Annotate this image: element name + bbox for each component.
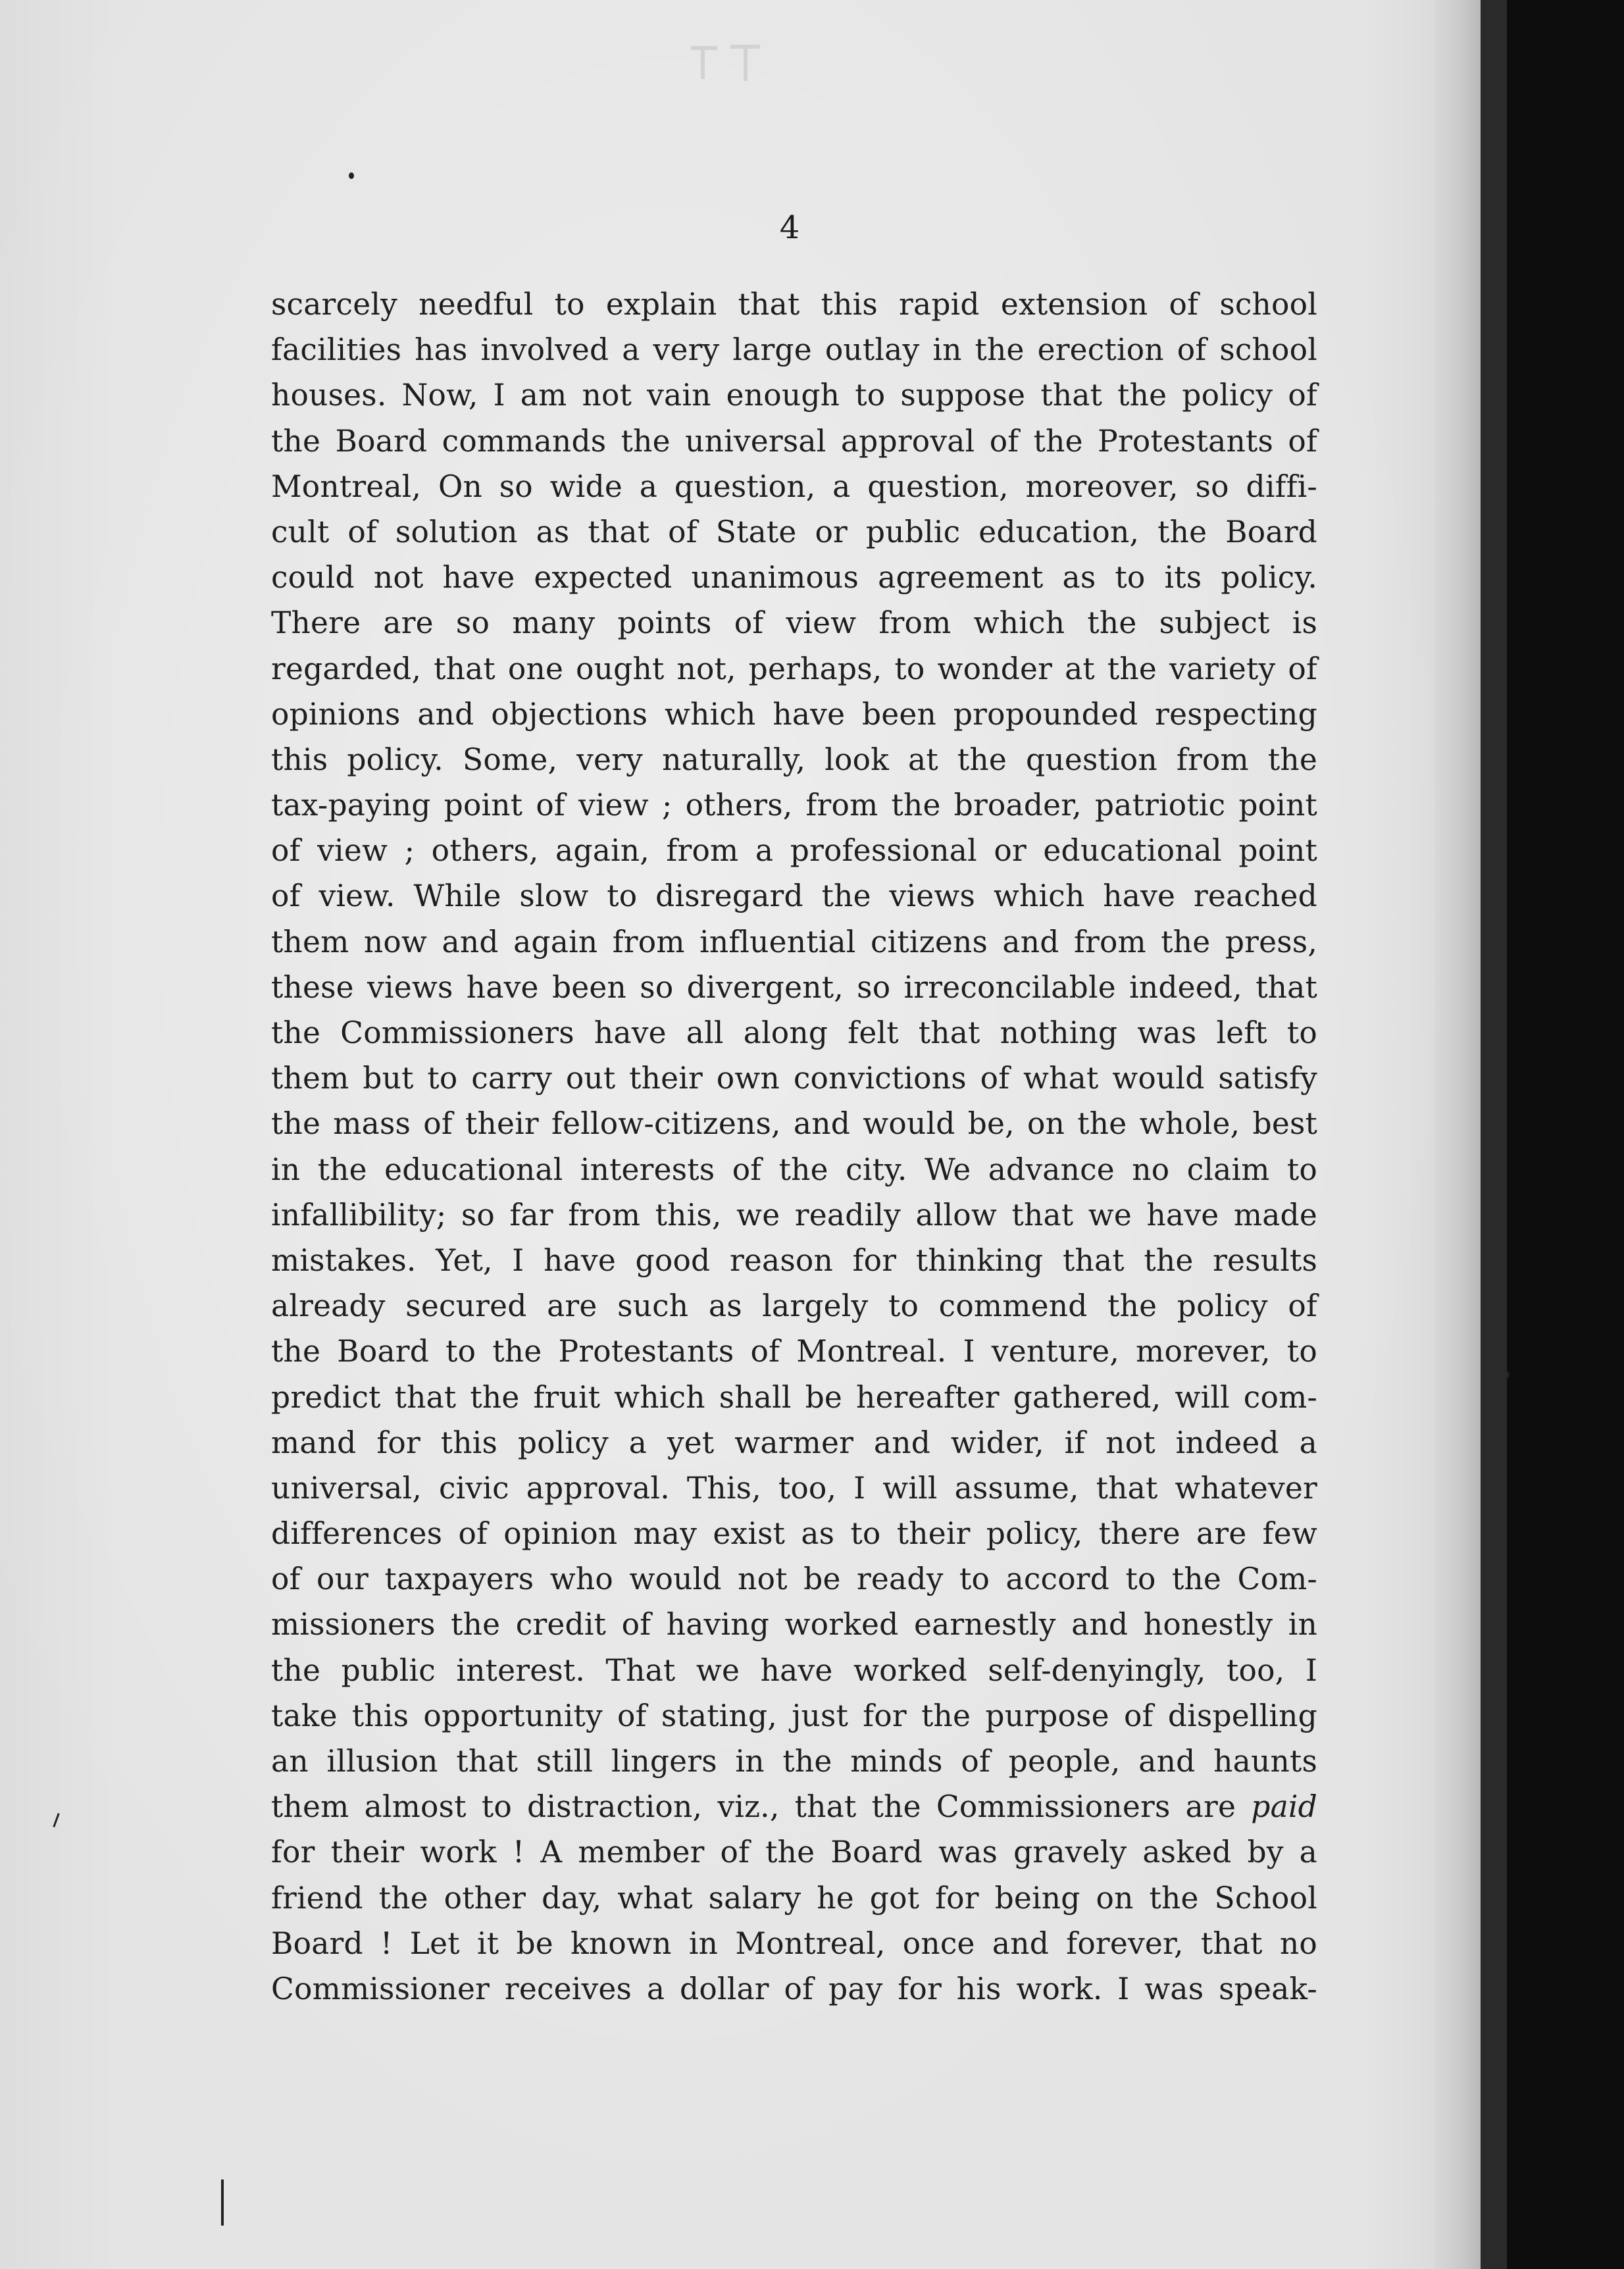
page-number: 4	[779, 209, 800, 246]
text-line: take this opportunity of stating, just for the purpose of dispelling	[271, 1698, 1317, 1733]
text-line: cult of solution as that of State or public education, the Board	[271, 514, 1317, 549]
show-through-mark	[684, 39, 770, 86]
text-line: predict that the fruit which shall be hereafter gathered, will com-	[271, 1379, 1317, 1415]
text-line: them now and again from influential citizens and from the press,	[271, 924, 1317, 959]
text-line: already secured are such as largely to commend the policy of	[271, 1288, 1317, 1324]
text-fragment: them almost to distraction, viz., that the Commissioners are	[271, 1789, 1236, 1825]
text-line: the public interest. That we have worked self-denyingly, too, I	[271, 1652, 1317, 1688]
page-edge-shadow	[1434, 0, 1481, 2269]
text-line: the mass of their fellow-citizens, and would be, on the whole, best	[271, 1106, 1317, 1142]
text-line: mand for this policy a yet warmer and wider, if not indeed a	[271, 1425, 1317, 1460]
text-line-with-italic	[271, 1784, 1317, 1829]
text-line: Board ! Let it be known in Montreal, once and forever, that no	[271, 1925, 1317, 1961]
text-line: opinions and objections which have been propounded respecting	[271, 696, 1317, 732]
text-line: universal, civic approval. This, too, I will assume, that whatever	[271, 1470, 1317, 1506]
text-line: differences of opinion may exist as to their policy, there are few	[271, 1516, 1317, 1552]
text-line: mistakes. Yet, I have good reason for thinking that the results	[271, 1242, 1317, 1278]
ink-speck	[349, 172, 354, 179]
text-line: houses. Now, I am not vain enough to suppose that the policy of	[271, 378, 1317, 413]
text-line: an illusion that still lingers in the minds of people, and haunts	[271, 1744, 1317, 1779]
text-line: of view ; others, again, from a professional or educational point	[271, 833, 1317, 869]
text-line: of our taxpayers who would not be ready to accord to the Com-	[271, 1562, 1317, 1597]
text-line: scarcely needful to explain that this rapid extension of school	[271, 287, 1317, 322]
text-line: these views have been so divergent, so irreconcilable indeed, that	[271, 969, 1317, 1005]
text-line: the Board commands the universal approval of the Protestants of	[271, 423, 1317, 459]
text-line: for their work ! A member of the Board was gravely asked by a	[271, 1835, 1317, 1870]
text-line: infallibility; so far from this, we readily allow that we have made	[271, 1197, 1317, 1233]
gutter-strip	[1481, 0, 1507, 2269]
margin-mark	[221, 2180, 224, 2226]
text-line: could not have expected unanimous agreement as to its policy.	[271, 560, 1317, 596]
text-line: of view. While slow to disregard the views which have reached	[271, 879, 1317, 914]
text-line: facilities has involved a very large outlay in the erection of school	[271, 332, 1317, 368]
text-line: friend the other day, what salary he got for being on the School	[271, 1880, 1317, 1916]
text-line: Montreal, On so wide a question, a question, moreover, so diffi-	[271, 469, 1317, 504]
text-line: Commissioner receives a dollar of pay for his work. I was speak-	[271, 1971, 1317, 2006]
body-text	[271, 282, 1317, 2012]
margin-mark	[53, 1813, 59, 1827]
text-line: them but to carry out their own convictions of what would satisfy	[271, 1061, 1317, 1096]
text-line: missioners the credit of having worked earnestly and honestly in	[271, 1607, 1317, 1643]
text-line: tax-paying point of view ; others, from the broader, patriotic point	[271, 788, 1317, 823]
italic-word: paid	[1251, 1789, 1317, 1825]
text-line: this policy. Some, very naturally, look at the question from the	[271, 742, 1317, 777]
text-line: in the educational interests of the city. We advance no claim to	[271, 1152, 1317, 1187]
text-line: the Board to the Protestants of Montreal. I venture, morever, to	[271, 1334, 1317, 1369]
text-line: There are so many points of view from which the subject is	[271, 605, 1317, 641]
text-line: the Commissioners have all along felt that nothing was left to	[271, 1015, 1317, 1050]
text-line: regarded, that one ought not, perhaps, to wonder at the variety of	[271, 651, 1317, 686]
